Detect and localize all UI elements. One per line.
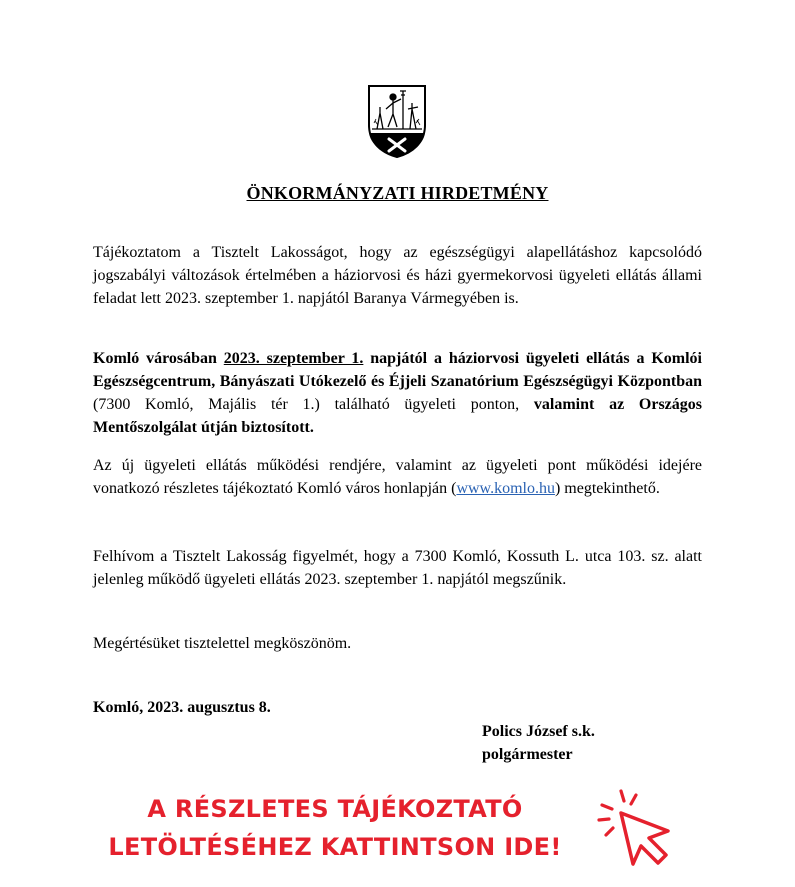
text-website-intro: Az új ügyeleti ellátás működési rendjére, valamint az ügyeleti pont működési idejére vonatkozó részletes tájékoztató Komló város honlapján ( — [93, 457, 702, 497]
paragraph-intro: Tájékoztatom a Tisztelt Lakosságot, hogy az egészségügyi alapellátáshoz kapcsolódó jogszabályi változások értelmében a háziorvosi és házi gyermekorvosi ügyeleti ellátás állami feladat lett 2023. szeptember 1. napjától Baranya Vármegyében is. — [93, 244, 702, 307]
cta-line-2: LETÖLTÉSÉHEZ KATTINTSON IDE! — [108, 833, 562, 861]
paragraph-closure: Felhívom a Tisztelt Lakosság figyelmét, hogy a 7300 Komló, Kossuth L. utca 103. sz. alatt jelenleg működő ügyeleti ellátás 2023. szeptember 1. napjától megszűnik. — [93, 548, 702, 588]
cta-line-1: A RÉSZLETES TÁJÉKOZTATÓ — [147, 795, 523, 823]
text-city: Komló városában — [93, 350, 224, 367]
text-start-date: 2023. szeptember 1. — [223, 350, 364, 367]
text-address: (7300 Komló, Majális tér 1.) található ügyeleti ponton, — [93, 396, 534, 413]
text-ambulance: valamint az Országos Mentőszolgálat útján biztosított. — [93, 396, 702, 436]
paragraph-website — [93, 454, 702, 500]
signer-name: Polics József s.k. — [482, 723, 595, 740]
signature-block — [482, 720, 595, 766]
paragraph-thanks: Megértésüket tisztelettel megköszönöm. — [93, 635, 352, 652]
download-cta-button[interactable] — [100, 790, 570, 866]
signer-title: polgármester — [482, 746, 573, 763]
text-service-provider: napjától a háziorvosi ügyeleti ellátás a Komlói Egészségcentrum, Bányászati Utókezelő és Éjjeli Szanatórium Egészségügyi Központban — [93, 350, 702, 390]
website-link[interactable]: www.komlo.hu — [456, 480, 555, 497]
paragraph-service — [93, 347, 702, 439]
place-date: Komló, 2023. augusztus 8. — [93, 699, 271, 716]
click-cursor-icon[interactable] — [594, 787, 676, 869]
page-title: ÖNKORMÁNYZATI HIRDETMÉNY — [246, 183, 549, 203]
text-website-outro: ) megtekinthető. — [554, 480, 660, 497]
coat-of-arms-icon — [366, 83, 428, 159]
